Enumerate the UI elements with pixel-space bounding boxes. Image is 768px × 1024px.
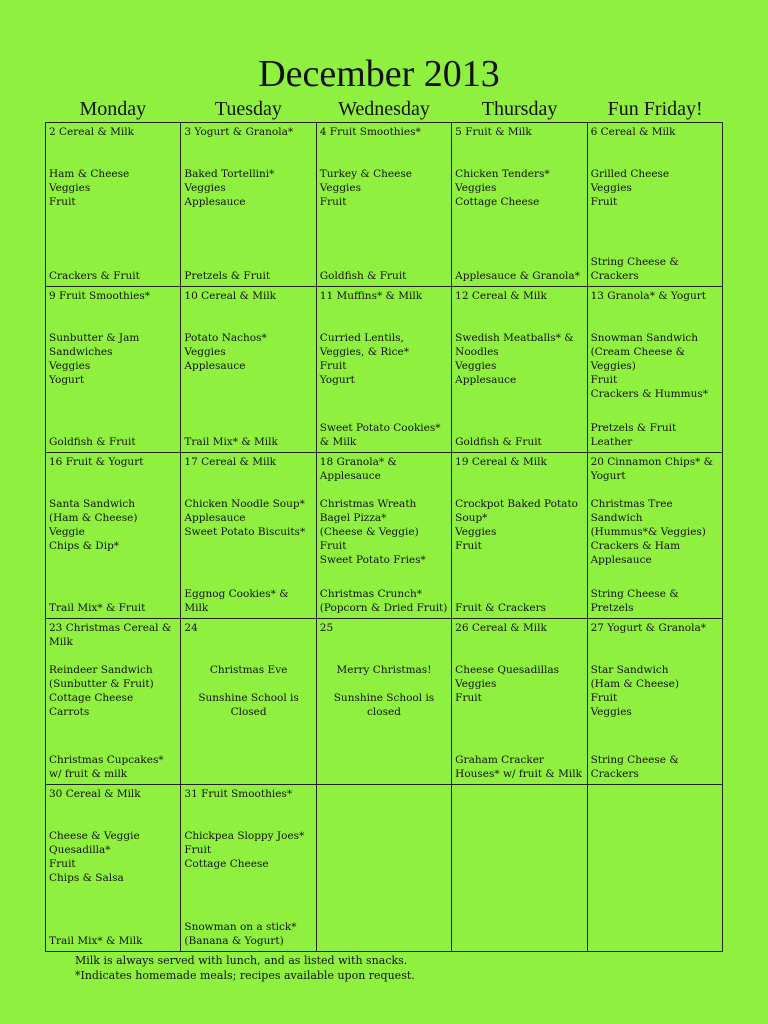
snack-item: Crackers bbox=[590, 270, 639, 282]
lunch-item: Santa Sandwich bbox=[49, 498, 135, 510]
snack-item: (Popcorn & Dried Fruit) bbox=[319, 602, 448, 614]
day-breakfast: 26 Cereal & Milk bbox=[455, 622, 547, 634]
lunch-item: Crackers & Ham bbox=[590, 540, 681, 552]
lunch-item: Veggies bbox=[455, 360, 497, 372]
day-cell bbox=[587, 453, 722, 619]
day-cell bbox=[46, 287, 181, 453]
footnotes bbox=[75, 953, 415, 983]
day-breakfast-cont: Yogurt bbox=[590, 470, 626, 482]
day-cell bbox=[316, 619, 451, 785]
lunch-item: Snowman Sandwich bbox=[590, 332, 699, 344]
day-breakfast: 2 Cereal & Milk bbox=[49, 126, 134, 138]
day-snack bbox=[320, 269, 448, 283]
day-cell bbox=[181, 785, 316, 952]
lunch-item: Veggies bbox=[455, 678, 497, 690]
day-breakfast: 13 Granola* & Yogurt bbox=[590, 290, 706, 302]
lunch-item: Soup* bbox=[455, 512, 488, 524]
weekday-wednesday: Wednesday bbox=[338, 98, 430, 120]
day-breakfast: 9 Fruit Smoothies* bbox=[49, 290, 150, 302]
day-lunch bbox=[184, 829, 312, 871]
snack-item: (Banana & Yogurt) bbox=[184, 935, 284, 947]
lunch-item: Veggies bbox=[319, 182, 362, 194]
day-cell bbox=[181, 453, 316, 619]
lunch-item: Noodles bbox=[455, 346, 499, 358]
lunch-item: Chips & Salsa bbox=[49, 872, 124, 884]
day-lunch bbox=[49, 497, 177, 553]
day-breakfast: 6 Cereal & Milk bbox=[590, 126, 676, 138]
snack-item: & Milk bbox=[319, 436, 357, 448]
menu-calendar-grid bbox=[45, 122, 723, 952]
lunch-item: Christmas Wreath bbox=[319, 498, 417, 510]
snack-item: Christmas Cupcakes* bbox=[49, 754, 164, 766]
lunch-item: Fruit bbox=[184, 844, 212, 856]
lunch-item: Fruit bbox=[319, 360, 347, 372]
lunch-item: Veggies bbox=[590, 706, 632, 718]
lunch-item: Veggies bbox=[49, 360, 91, 372]
lunch-item: Carrots bbox=[49, 706, 90, 718]
lunch-item: Sweet Potato Fries* bbox=[319, 554, 426, 566]
snack-item: Milk bbox=[184, 602, 209, 614]
snack-item: Pretzels & Fruit bbox=[184, 270, 271, 282]
week-row bbox=[46, 453, 723, 619]
day-breakfast: 10 Cereal & Milk bbox=[184, 290, 277, 302]
weekday-monday: Monday bbox=[79, 98, 147, 120]
lunch-item: Turkey & Cheese bbox=[319, 168, 412, 180]
day-lunch bbox=[455, 497, 583, 553]
lunch-item: Chickpea Sloppy Joes* bbox=[184, 830, 305, 842]
day-lunch bbox=[591, 663, 719, 719]
lunch-item: Yogurt bbox=[49, 374, 85, 386]
snack-item: Leather bbox=[590, 436, 633, 448]
day-cell bbox=[181, 287, 316, 453]
week-row bbox=[46, 619, 723, 785]
footnote-homemade: *Indicates homemade meals; recipes available upon request. bbox=[75, 969, 415, 982]
lunch-item: (Sunbutter & Fruit) bbox=[49, 678, 154, 690]
snack-item: Trail Mix* & Milk bbox=[184, 436, 278, 448]
lunch-item: Fruit bbox=[590, 692, 618, 704]
lunch-item: Veggies) bbox=[590, 360, 636, 372]
lunch-item: Veggies bbox=[184, 346, 226, 358]
lunch-item: Veggies bbox=[184, 182, 226, 194]
day-lunch bbox=[49, 331, 177, 387]
day-lunch bbox=[320, 331, 448, 387]
day-breakfast: 30 Cereal & Milk bbox=[49, 788, 141, 800]
lunch-item: Crockpot Baked Potato bbox=[455, 498, 578, 510]
lunch-item: Ham & Cheese bbox=[49, 168, 130, 180]
day-breakfast: 19 Cereal & Milk bbox=[455, 456, 547, 468]
lunch-item: (Ham & Cheese) bbox=[590, 678, 679, 690]
lunch-item: Yogurt bbox=[319, 374, 355, 386]
holiday-name: Christmas Eve bbox=[209, 664, 288, 676]
day-snack bbox=[184, 587, 312, 615]
day-lunch bbox=[591, 497, 719, 567]
day-lunch bbox=[320, 497, 448, 567]
snack-item: Crackers & Fruit bbox=[49, 270, 140, 282]
snack-item: Trail Mix* & Milk bbox=[49, 935, 143, 947]
day-lunch bbox=[184, 167, 312, 209]
lunch-item: (Cream Cheese & bbox=[590, 346, 685, 358]
day-lunch bbox=[49, 167, 177, 209]
day-lunch bbox=[49, 663, 177, 719]
closure-note: Sunshine School is Closed bbox=[198, 692, 299, 718]
day-breakfast: 27 Yogurt & Granola* bbox=[590, 622, 706, 634]
lunch-item: Chicken Tenders* bbox=[455, 168, 550, 180]
snack-item: Applesauce & Granola* bbox=[455, 270, 580, 282]
snack-item: Goldfish & Fruit bbox=[455, 436, 542, 448]
day-snack bbox=[455, 435, 583, 449]
lunch-item: Cottage Cheese bbox=[49, 692, 134, 704]
snack-item: Snowman on a stick* bbox=[184, 921, 297, 933]
lunch-item: Fruit bbox=[455, 692, 482, 704]
lunch-item: (Cheese & Veggie) bbox=[319, 526, 419, 538]
snack-item: Christmas Crunch* bbox=[319, 588, 422, 600]
day-cell bbox=[587, 619, 722, 785]
snack-item: Pretzels & Fruit bbox=[590, 422, 677, 434]
lunch-item: Curried Lentils, bbox=[319, 332, 404, 344]
lunch-item: Applesauce bbox=[184, 196, 246, 208]
lunch-item: Fruit bbox=[319, 540, 347, 552]
weekday-thursday: Thursday bbox=[481, 98, 558, 120]
day-cell bbox=[46, 785, 181, 952]
lunch-item: Fruit bbox=[590, 374, 618, 386]
lunch-item: Fruit bbox=[455, 540, 482, 552]
day-breakfast: 12 Cereal & Milk bbox=[455, 290, 547, 302]
day-lunch bbox=[591, 167, 719, 209]
lunch-item: (Ham & Cheese) bbox=[49, 512, 138, 524]
week-row bbox=[46, 123, 723, 287]
day-breakfast: 4 Fruit Smoothies* bbox=[319, 126, 421, 138]
day-lunch bbox=[455, 331, 583, 387]
day-snack bbox=[49, 269, 177, 283]
day-breakfast: 20 Cinnamon Chips* & bbox=[590, 456, 714, 468]
closure-note: Sunshine School is closed bbox=[333, 692, 435, 718]
snack-item: Pretzels bbox=[590, 602, 634, 614]
day-lunch bbox=[184, 331, 312, 373]
day-cell bbox=[316, 785, 451, 952]
day-cell bbox=[46, 619, 181, 785]
snack-item: Fruit & Crackers bbox=[455, 602, 547, 614]
snack-item: Goldfish & Fruit bbox=[49, 436, 136, 448]
day-snack bbox=[49, 753, 177, 781]
lunch-item: Sunbutter & Jam bbox=[49, 332, 140, 344]
snack-item: Sweet Potato Cookies* bbox=[319, 422, 441, 434]
lunch-item: Sweet Potato Biscuits* bbox=[184, 526, 306, 538]
day-breakfast: 23 Christmas Cereal & bbox=[49, 622, 172, 634]
day-snack bbox=[49, 934, 177, 948]
day-breakfast: 17 Cereal & Milk bbox=[184, 456, 277, 468]
snack-item: String Cheese & bbox=[590, 754, 679, 766]
day-breakfast: 24 bbox=[184, 622, 198, 634]
week-row bbox=[46, 287, 723, 453]
lunch-item: Applesauce bbox=[184, 512, 246, 524]
lunch-item: Fruit bbox=[590, 196, 618, 208]
day-snack bbox=[455, 601, 583, 615]
lunch-item: (Hummus*& Veggies) bbox=[590, 526, 706, 538]
day-lunch bbox=[49, 829, 177, 885]
day-lunch bbox=[591, 331, 719, 401]
day-breakfast: 25 bbox=[319, 622, 334, 634]
lunch-item: Fruit bbox=[319, 196, 347, 208]
lunch-item: Applesauce bbox=[455, 374, 517, 386]
day-snack bbox=[49, 601, 177, 615]
day-cell bbox=[452, 123, 587, 287]
day-snack bbox=[591, 753, 719, 781]
day-breakfast-cont: Applesauce bbox=[319, 470, 381, 482]
lunch-item: Chicken Noodle Soup* bbox=[184, 498, 305, 510]
calendar-title: December 2013 bbox=[258, 53, 500, 95]
day-cell bbox=[452, 619, 587, 785]
lunch-item: Star Sandwich bbox=[590, 664, 669, 676]
lunch-item: Cottage Cheese bbox=[455, 196, 540, 208]
lunch-item: Applesauce bbox=[590, 554, 652, 566]
weekday-friday: Fun Friday! bbox=[607, 98, 703, 120]
week-row bbox=[46, 785, 723, 952]
lunch-item: Veggies bbox=[590, 182, 632, 194]
lunch-item: Baked Tortellini* bbox=[184, 168, 275, 180]
day-cell bbox=[316, 123, 451, 287]
day-snack bbox=[455, 753, 583, 781]
lunch-item: Fruit bbox=[49, 196, 76, 208]
lunch-item: Veggies bbox=[455, 182, 497, 194]
day-snack bbox=[591, 587, 719, 615]
lunch-item: Cheese & Veggie bbox=[49, 830, 140, 842]
snack-item: Goldfish & Fruit bbox=[319, 270, 407, 282]
day-cell bbox=[316, 287, 451, 453]
day-breakfast-cont: Milk bbox=[49, 636, 73, 648]
day-breakfast: 3 Yogurt & Granola* bbox=[184, 126, 294, 138]
day-snack bbox=[591, 255, 719, 283]
day-cell bbox=[181, 123, 316, 287]
snack-item: Crackers bbox=[590, 768, 639, 780]
weekday-tuesday: Tuesday bbox=[214, 98, 282, 120]
day-breakfast: 11 Muffins* & Milk bbox=[319, 290, 423, 302]
lunch-item: Grilled Cheese bbox=[590, 168, 670, 180]
lunch-item: Crackers & Hummus* bbox=[590, 388, 708, 400]
lunch-item: Potato Nachos* bbox=[184, 332, 267, 344]
holiday-name: Merry Christmas! bbox=[336, 664, 432, 676]
day-breakfast: 31 Fruit Smoothies* bbox=[184, 788, 293, 800]
day-cell bbox=[452, 785, 587, 952]
day-cell bbox=[587, 287, 722, 453]
lunch-item: Veggies bbox=[455, 526, 497, 538]
lunch-item: Swedish Meatballs* & bbox=[455, 332, 574, 344]
day-cell bbox=[316, 453, 451, 619]
lunch-item: Cottage Cheese bbox=[184, 858, 269, 870]
snack-item: w/ fruit & milk bbox=[49, 768, 128, 780]
lunch-item: Reindeer Sandwich bbox=[49, 664, 153, 676]
lunch-item: Veggies, & Rice* bbox=[319, 346, 409, 358]
day-snack bbox=[184, 920, 312, 948]
day-cell bbox=[587, 123, 722, 287]
lunch-item: Cheese Quesadillas bbox=[455, 664, 560, 676]
day-snack bbox=[455, 269, 583, 283]
lunch-item: Veggie bbox=[49, 526, 85, 538]
day-cell bbox=[452, 453, 587, 619]
day-breakfast: 18 Granola* & bbox=[319, 456, 397, 468]
snack-item: Trail Mix* & Fruit bbox=[49, 602, 146, 614]
lunch-item: Applesauce bbox=[184, 360, 246, 372]
day-snack bbox=[184, 269, 312, 283]
day-snack bbox=[49, 435, 177, 449]
snack-item: Eggnog Cookies* & bbox=[184, 588, 289, 600]
snack-item: Graham Cracker bbox=[455, 754, 544, 766]
day-lunch bbox=[455, 663, 583, 705]
day-cell bbox=[46, 453, 181, 619]
lunch-item: Sandwich bbox=[590, 512, 643, 524]
day-lunch bbox=[184, 497, 312, 539]
snack-item: Houses* w/ fruit & Milk bbox=[455, 768, 582, 780]
day-cell bbox=[181, 619, 316, 785]
day-snack bbox=[184, 435, 312, 449]
lunch-item: Sandwiches bbox=[49, 346, 113, 358]
footnote-milk: Milk is always served with lunch, and as listed with snacks. bbox=[75, 954, 408, 967]
lunch-item: Quesadilla* bbox=[49, 844, 111, 856]
lunch-item: Bagel Pizza* bbox=[319, 512, 387, 524]
day-snack bbox=[320, 587, 448, 615]
day-cell bbox=[587, 785, 722, 952]
day-snack bbox=[320, 421, 448, 449]
lunch-item: Veggies bbox=[49, 182, 91, 194]
day-lunch bbox=[320, 167, 448, 209]
weekday-header-row bbox=[45, 96, 723, 122]
day-lunch bbox=[455, 167, 583, 209]
lunch-item: Chips & Dip* bbox=[49, 540, 120, 552]
snack-item: String Cheese & bbox=[590, 256, 679, 268]
day-breakfast: 5 Fruit & Milk bbox=[455, 126, 532, 138]
day-cell bbox=[46, 123, 181, 287]
day-cell bbox=[452, 287, 587, 453]
day-breakfast: 16 Fruit & Yogurt bbox=[49, 456, 144, 468]
lunch-item: Christmas Tree bbox=[590, 498, 673, 510]
day-snack bbox=[591, 421, 719, 449]
lunch-item: Fruit bbox=[49, 858, 76, 870]
snack-item: String Cheese & bbox=[590, 588, 679, 600]
